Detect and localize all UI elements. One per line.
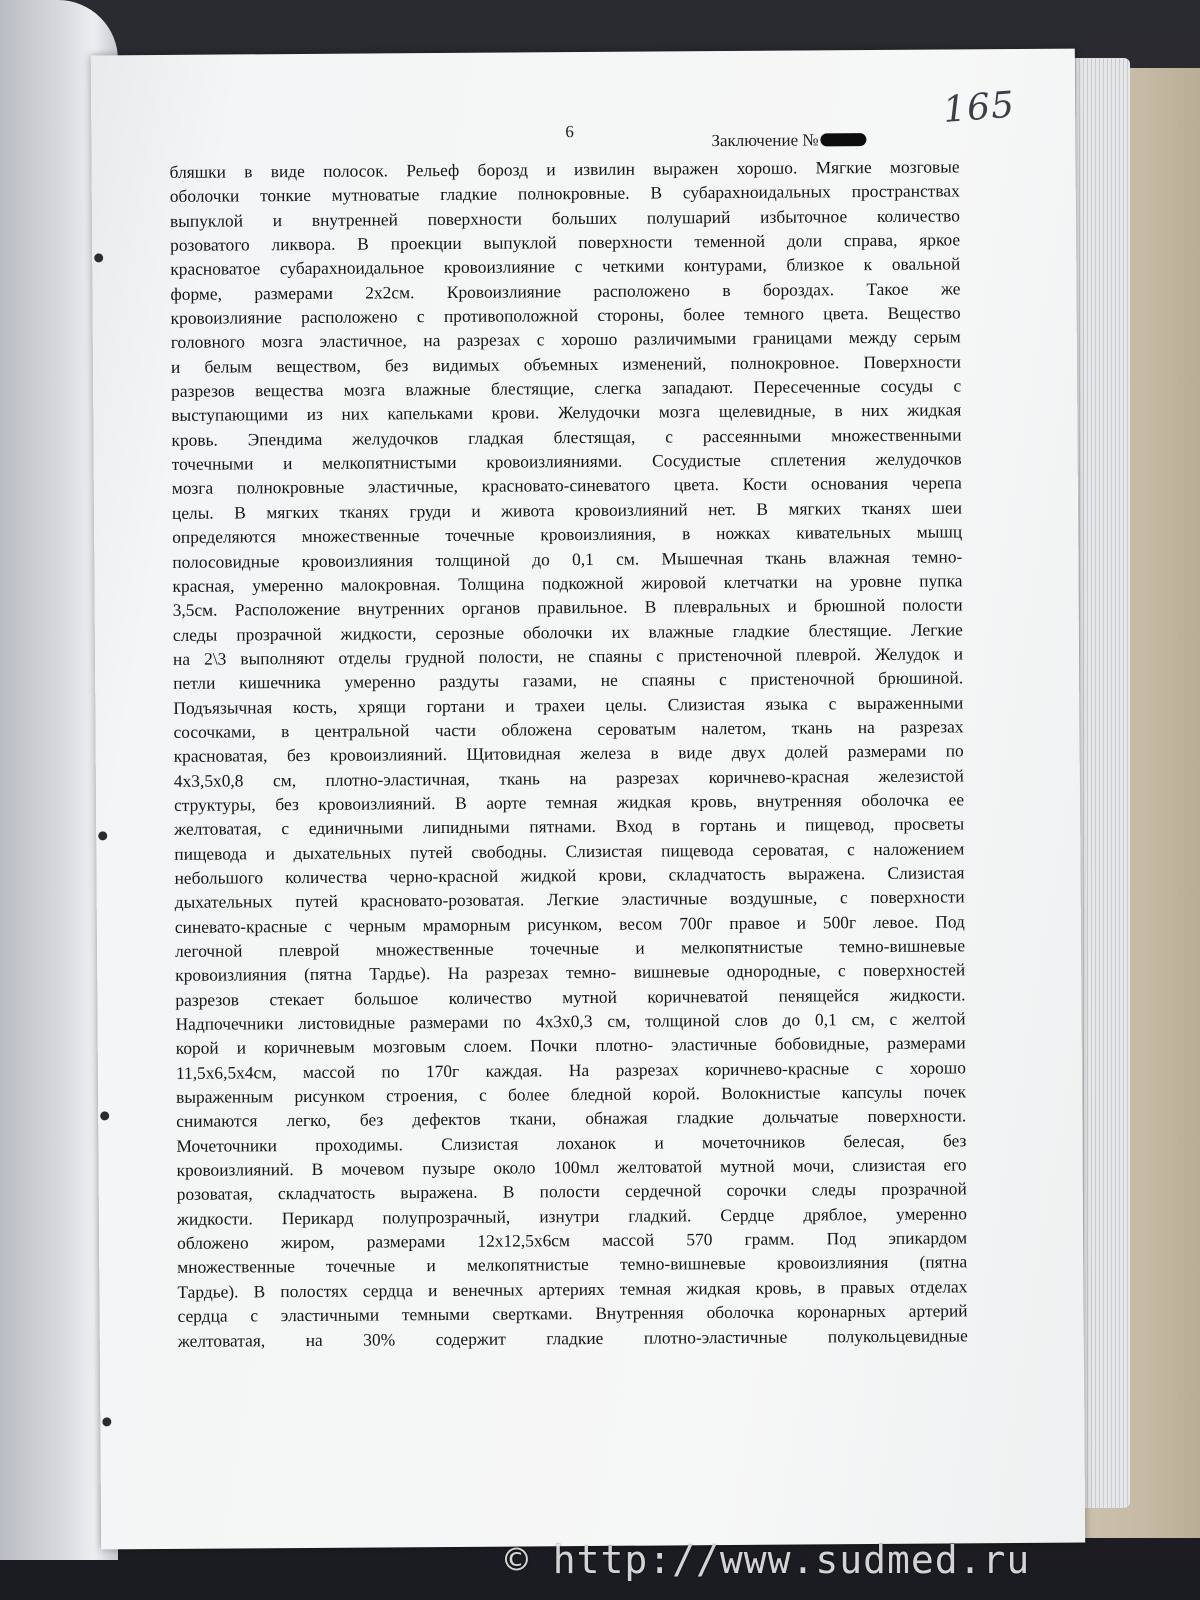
text-line: красная, умеренно малокровная. Толщина подкожной жировой клетчатки на уровне пупка: [172, 570, 963, 596]
text-line: обложено жиром, размерами 12х12,5х6см массой 570 грамм. Под эпикардом: [177, 1227, 968, 1254]
text-line: красноватая, без кровоизлияний. Щитовидная железа в виде двух долей размерами по: [173, 740, 964, 767]
text-line: структуры, без кровоизлияний. В аорте темная жидкая кровь, внутренняя оболочка ее: [173, 789, 965, 815]
text-line: сосочками, в центральной части обложена сероватым налетом, ткань на разрезах: [173, 716, 964, 742]
text-line: мозга полнокровные эластичные, красновато-синеватого цвета. Кости основания черепа: [171, 472, 962, 499]
text-line: Подъязычная кость, хрящи гортани и трахеи целы. Слизистая языка с выраженными: [173, 691, 964, 718]
text-line: определяются множественные точечные кровоизлияния, в ножках кивательных мышц: [172, 521, 963, 548]
text-line: петли кишечника умеренно раздуты газами, не спаяны с пристеночной брюшиной.: [173, 667, 964, 694]
text-line: бляшки в виде полосок. Рельеф борозд и извилин выражен хорошо. Мягкие мозговые: [169, 156, 960, 182]
punch-hole: [94, 253, 103, 262]
header-label-text: Заключение №: [711, 130, 819, 151]
text-line: 4х3,5х0,8 см, плотно-эластичная, ткань на разрезах коричнево-красная железистой: [173, 764, 964, 791]
document-page: [91, 49, 1085, 1550]
watermark: © http://www.sudmed.ru: [505, 1538, 1031, 1582]
text-line: выраженным рисунком строения, с более бледной корой. Волокнистые капсулы почек: [176, 1081, 967, 1107]
text-line: розоватого ликвора. В проекции выпуклой поверхности теменной доли справа, яркое: [170, 229, 961, 255]
text-line: жидкости. Перикард полупрозрачный, изнутри гладкий. Сердце дряблое, умеренно: [176, 1203, 967, 1229]
text-line: разрезов вещества мозга влажные блестящие, слегка западают. Пересеченные сосуды с: [171, 375, 962, 401]
text-line: небольшого количества черно-красной жидкой крови, складчатость выражена. Слизистая: [174, 862, 965, 888]
body-text: [170, 154, 968, 1352]
text-line: кровоизлияний. В мочевом пузыре около 100мл желтоватой мутной мочи, слизистая его: [176, 1154, 967, 1180]
text-line: кровоизлияние расположено с противоположной стороны, более темного цвета. Вещество: [170, 302, 961, 328]
text-line: разрезов стекает большое количество мутной коричневатой пенящейся жидкости.: [175, 984, 966, 1010]
text-line: 11,5х6,5х4см, массой по 170г каждая. На разрезах коричнево-красные с хорошо: [175, 1057, 966, 1083]
text-line: головного мозга эластичное, на разрезах с хорошо различимыми границами между серым: [170, 326, 961, 353]
text-line: оболочки тонкие мутноватые гладкие полнокровные. В субарахноидальных пространствах: [169, 180, 960, 207]
text-line: кровь. Эпендима желудочков гладкая блестящая, с рассеянными множественными: [171, 424, 962, 450]
punch-hole: [100, 1111, 109, 1120]
text-line: красноватое субарахноидальное кровоизлияние с четкими контурами, близкое к овальной: [170, 253, 961, 280]
handwritten-sheet-number: 165: [941, 84, 1017, 131]
text-line: выступающими из них капельками крови. Желудочки мозга щелевидные, в них жидкая: [171, 399, 962, 426]
text-line: и белым веществом, без видимых объемных изменений, полнокровное. Поверхности: [170, 351, 962, 377]
text-line: снимаются легко, без дефектов ткани, обнажая гладкие дольчатые поверхности.: [176, 1105, 967, 1132]
text-line: корой и коричневым мозговым слоем. Почки плотно- эластичные бобовидные, размерами: [175, 1032, 966, 1059]
text-line: дыхательных путей красновато-розоватая. Легкие эластичные воздушные, с поверхности: [174, 886, 965, 913]
text-line: кровоизлияния (пятна Тардье). На разрезах темно- вишневые однородные, с поверхностей: [175, 959, 966, 986]
text-line: Мочеточники проходимы. Слизистая лоханок и мочеточников белесая, без: [176, 1130, 967, 1156]
text-line: пищевода и дыхательных путей свободны. Слизистая пищевода сероватая, с наложением: [174, 837, 965, 864]
text-line: форме, размерами 2х2см. Кровоизлияние расположено в бороздах. Такое же: [170, 278, 961, 304]
text-line: Надпочечники листовидные размерами по 4х3х0,3 см, толщиной слов до 0,1 см, с желтой: [175, 1008, 966, 1034]
text-line: розоватая, складчатость выражена. В полости сердечной сорочки следы прозрачной: [176, 1178, 967, 1205]
text-line: желтоватая, на 30% содержит гладкие плотно-эластичные полукольцевидные: [177, 1324, 968, 1351]
document-header: [711, 130, 866, 151]
redaction-mark: [821, 133, 867, 146]
text-line: синевато-красные с черным мраморным рисунком, весом 700г правое и 500г левое. Под: [174, 911, 965, 937]
punch-hole: [98, 831, 107, 840]
text-line: легочной плеврой множественные точечные и мелкопятнистые темно-вишневые: [174, 935, 966, 961]
text-line: на 2\3 выполняют отделы грудной полости, не спаяны с пристеночной плеврой. Желудок и: [172, 643, 964, 669]
text-line: желтоватая, с единичными липидными пятнами. Вход в гортань и пищевод, просветы: [174, 813, 965, 840]
text-line: выпуклой и внутренней поверхности больших полушарий избыточное количество: [169, 205, 961, 231]
punch-hole: [102, 1417, 111, 1426]
text-line: 3,5см. Расположение внутренних органов правильное. В плевральных и брюшной полости: [172, 594, 963, 621]
text-line: следы прозрачной жидкости, серозные оболочки их влажные гладкие блестящие. Легкие: [172, 618, 963, 645]
text-line: сердца с эластичными темными свертками. Внутренняя оболочка коронарных артерий: [177, 1300, 968, 1327]
text-line: точечными и мелкопятнистыми кровоизлияниями. Сосудистые сплетения желудочков: [171, 448, 962, 475]
text-line: полосовидные кровоизлияния толщиной до 0,1 см. Мышечная ткань влажная темно-: [172, 545, 963, 572]
text-line: целы. В мягких тканях груди и живота кровоизлияний нет. В мягких тканях шеи: [171, 497, 963, 523]
text-line: Тардье). В полостях сердца и венечных артериях темная жидкая кровь, в правых отделах: [177, 1276, 968, 1302]
page-number: 6: [565, 122, 574, 142]
text-line: множественные точечные и мелкопятнистые темно-вишневые кровоизлияния (пятна: [177, 1251, 968, 1278]
